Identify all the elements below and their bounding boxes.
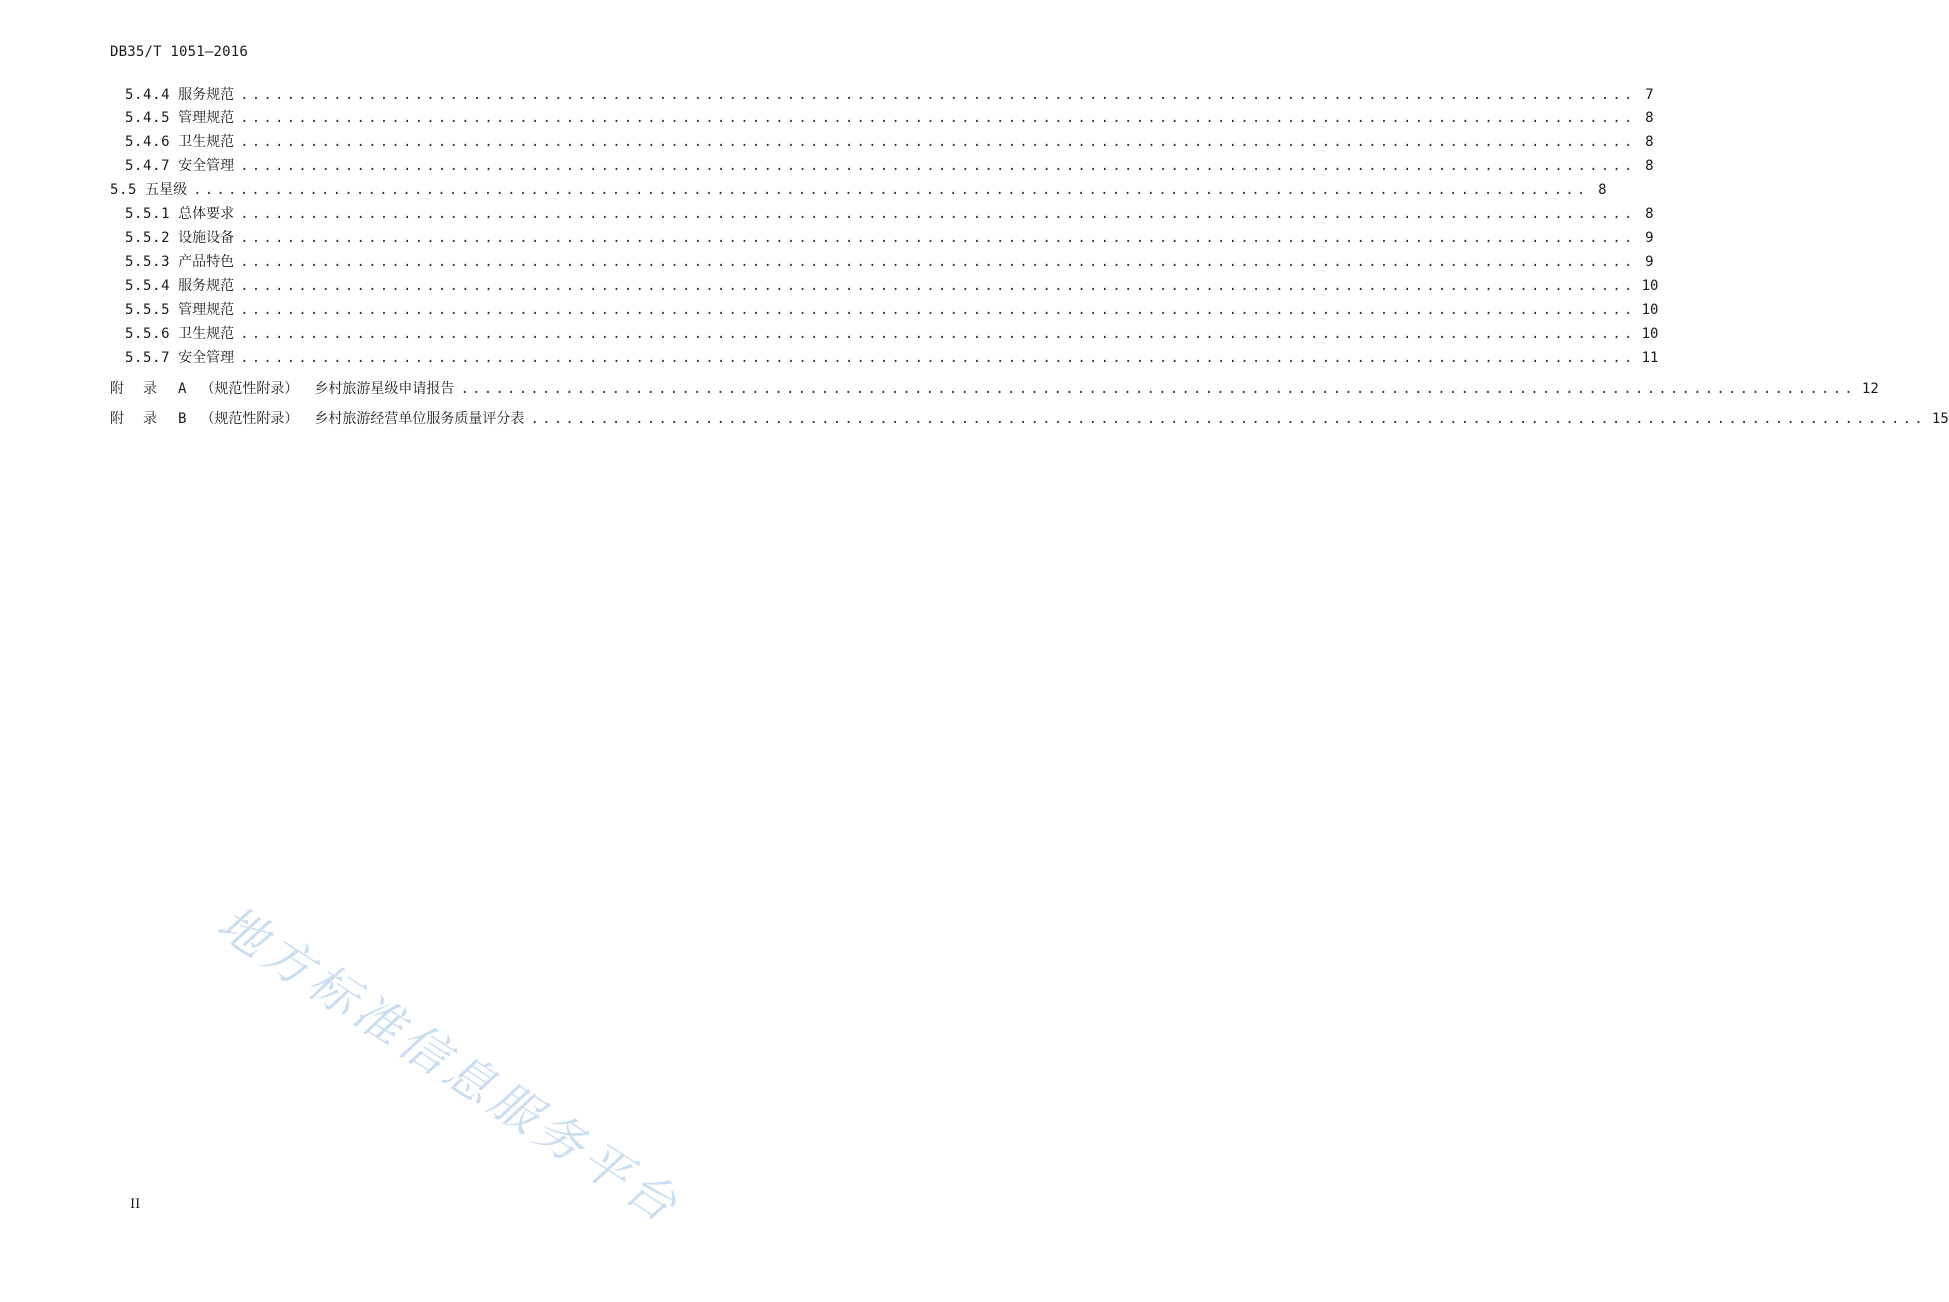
toc-entry[interactable] [125,229,1654,247]
toc-entry-title: 服务规范 [178,278,235,294]
toc-leader-dots: ........................................................................................................................ [240,87,1636,103]
toc-leader-dots: ........................................................................................................................ [240,230,1636,246]
toc-entry-title: 安全管理 [178,158,235,174]
document-code: DB35/T 1051—2016 [110,44,249,60]
toc-entry-number: 5.5.4 [125,278,171,294]
toc-entry-number: 5.5.2 [125,230,171,246]
toc-entry-page: 11 [1641,350,1659,366]
toc-leader-dots: ........................................................................................................................ [460,381,1856,397]
toc-entry-title: 产品特色 [178,254,235,270]
toc-entry-title: 卫生规范 [178,326,235,342]
toc-entry[interactable] [125,205,1654,223]
appendix-letter: B [178,411,187,427]
toc-entry-title: 管理规范 [178,302,235,318]
toc-leader-dots: ........................................................................................................................ [240,158,1636,174]
toc-appendix-b[interactable] [110,410,1949,428]
toc-entry-page: 8 [1598,182,1607,198]
toc-entry[interactable] [125,133,1654,151]
toc-entry[interactable] [125,86,1654,104]
appendix-letter: A [178,381,187,397]
toc-leader-dots: ........................................................................................................................ [240,110,1636,126]
toc-entry-title: 管理规范 [178,110,235,126]
toc-entry[interactable] [110,181,1607,199]
toc-leader-dots: ........................................................................................................................ [240,134,1636,150]
toc-leader-dots: ........................................................................................................................ [240,254,1636,270]
toc-entry[interactable] [125,157,1654,175]
toc-entry[interactable] [125,253,1654,271]
toc-entry[interactable] [125,109,1654,127]
toc-entry[interactable] [125,277,1659,295]
appendix-title: 乡村旅游星级申请报告 [314,381,455,397]
toc-entry[interactable] [125,349,1659,367]
toc-entry-page: 8 [1645,134,1654,150]
toc-entry-page: 7 [1645,87,1654,103]
toc-entry-title: 服务规范 [178,87,235,103]
toc-entry-number: 5.5.1 [125,206,171,222]
appendix-label: 附录 [110,381,176,397]
toc-entry-title: 安全管理 [178,350,235,366]
toc-leader-dots: ........................................................................................................................ [240,302,1636,318]
toc-entry-page: 15 [1931,411,1949,427]
toc-entry-number: 5.5.6 [125,326,171,342]
toc-entry-page: 8 [1645,110,1654,126]
page-number: II [130,1197,141,1212]
toc-leader-dots: ........................................................................................................................ [240,326,1636,342]
toc-leader-dots: ........................................................................................................................ [240,206,1636,222]
toc-entry[interactable] [125,325,1659,343]
toc-entry-title: 总体要求 [178,206,235,222]
toc-leader-dots: ........................................................................................................................ [530,411,1926,427]
appendix-type: （规范性附录） [200,381,299,397]
toc-entry-page: 10 [1641,278,1659,294]
toc-leader-dots: ........................................................................................................................ [193,182,1589,198]
appendix-type: （规范性附录） [200,411,299,427]
toc-entry-page: 9 [1645,254,1654,270]
toc-entry-page: 8 [1645,206,1654,222]
appendix-title: 乡村旅游经营单位服务质量评分表 [314,411,525,427]
toc-entry-title: 五星级 [145,182,188,198]
toc-leader-dots: ........................................................................................................................ [240,278,1636,294]
toc-entry-title: 设施设备 [178,230,235,246]
toc-entry-page: 8 [1645,158,1654,174]
toc-appendix-a[interactable] [110,380,1879,398]
toc-entry-page: 10 [1641,326,1659,342]
toc-entry-number: 5.5.5 [125,302,171,318]
toc-entry-number: 5.4.5 [125,110,171,126]
appendix-label: 附录 [110,411,176,427]
toc-entry-page: 9 [1645,230,1654,246]
toc-entry-number: 5.5.3 [125,254,171,270]
toc-entry-page: 12 [1861,381,1879,397]
toc-entry-number: 5.5 [110,182,138,198]
toc-entry-title: 卫生规范 [178,134,235,150]
toc-entry-number: 5.4.6 [125,134,171,150]
toc-entry-page: 10 [1641,302,1659,318]
toc-entry-number: 5.4.4 [125,87,171,103]
toc-entry[interactable] [125,301,1659,319]
watermark: 地方标准信息服务平台 [207,894,691,1236]
toc-entry-number: 5.4.7 [125,158,171,174]
toc-entry-number: 5.5.7 [125,350,171,366]
toc-leader-dots: ........................................................................................................................ [240,350,1636,366]
